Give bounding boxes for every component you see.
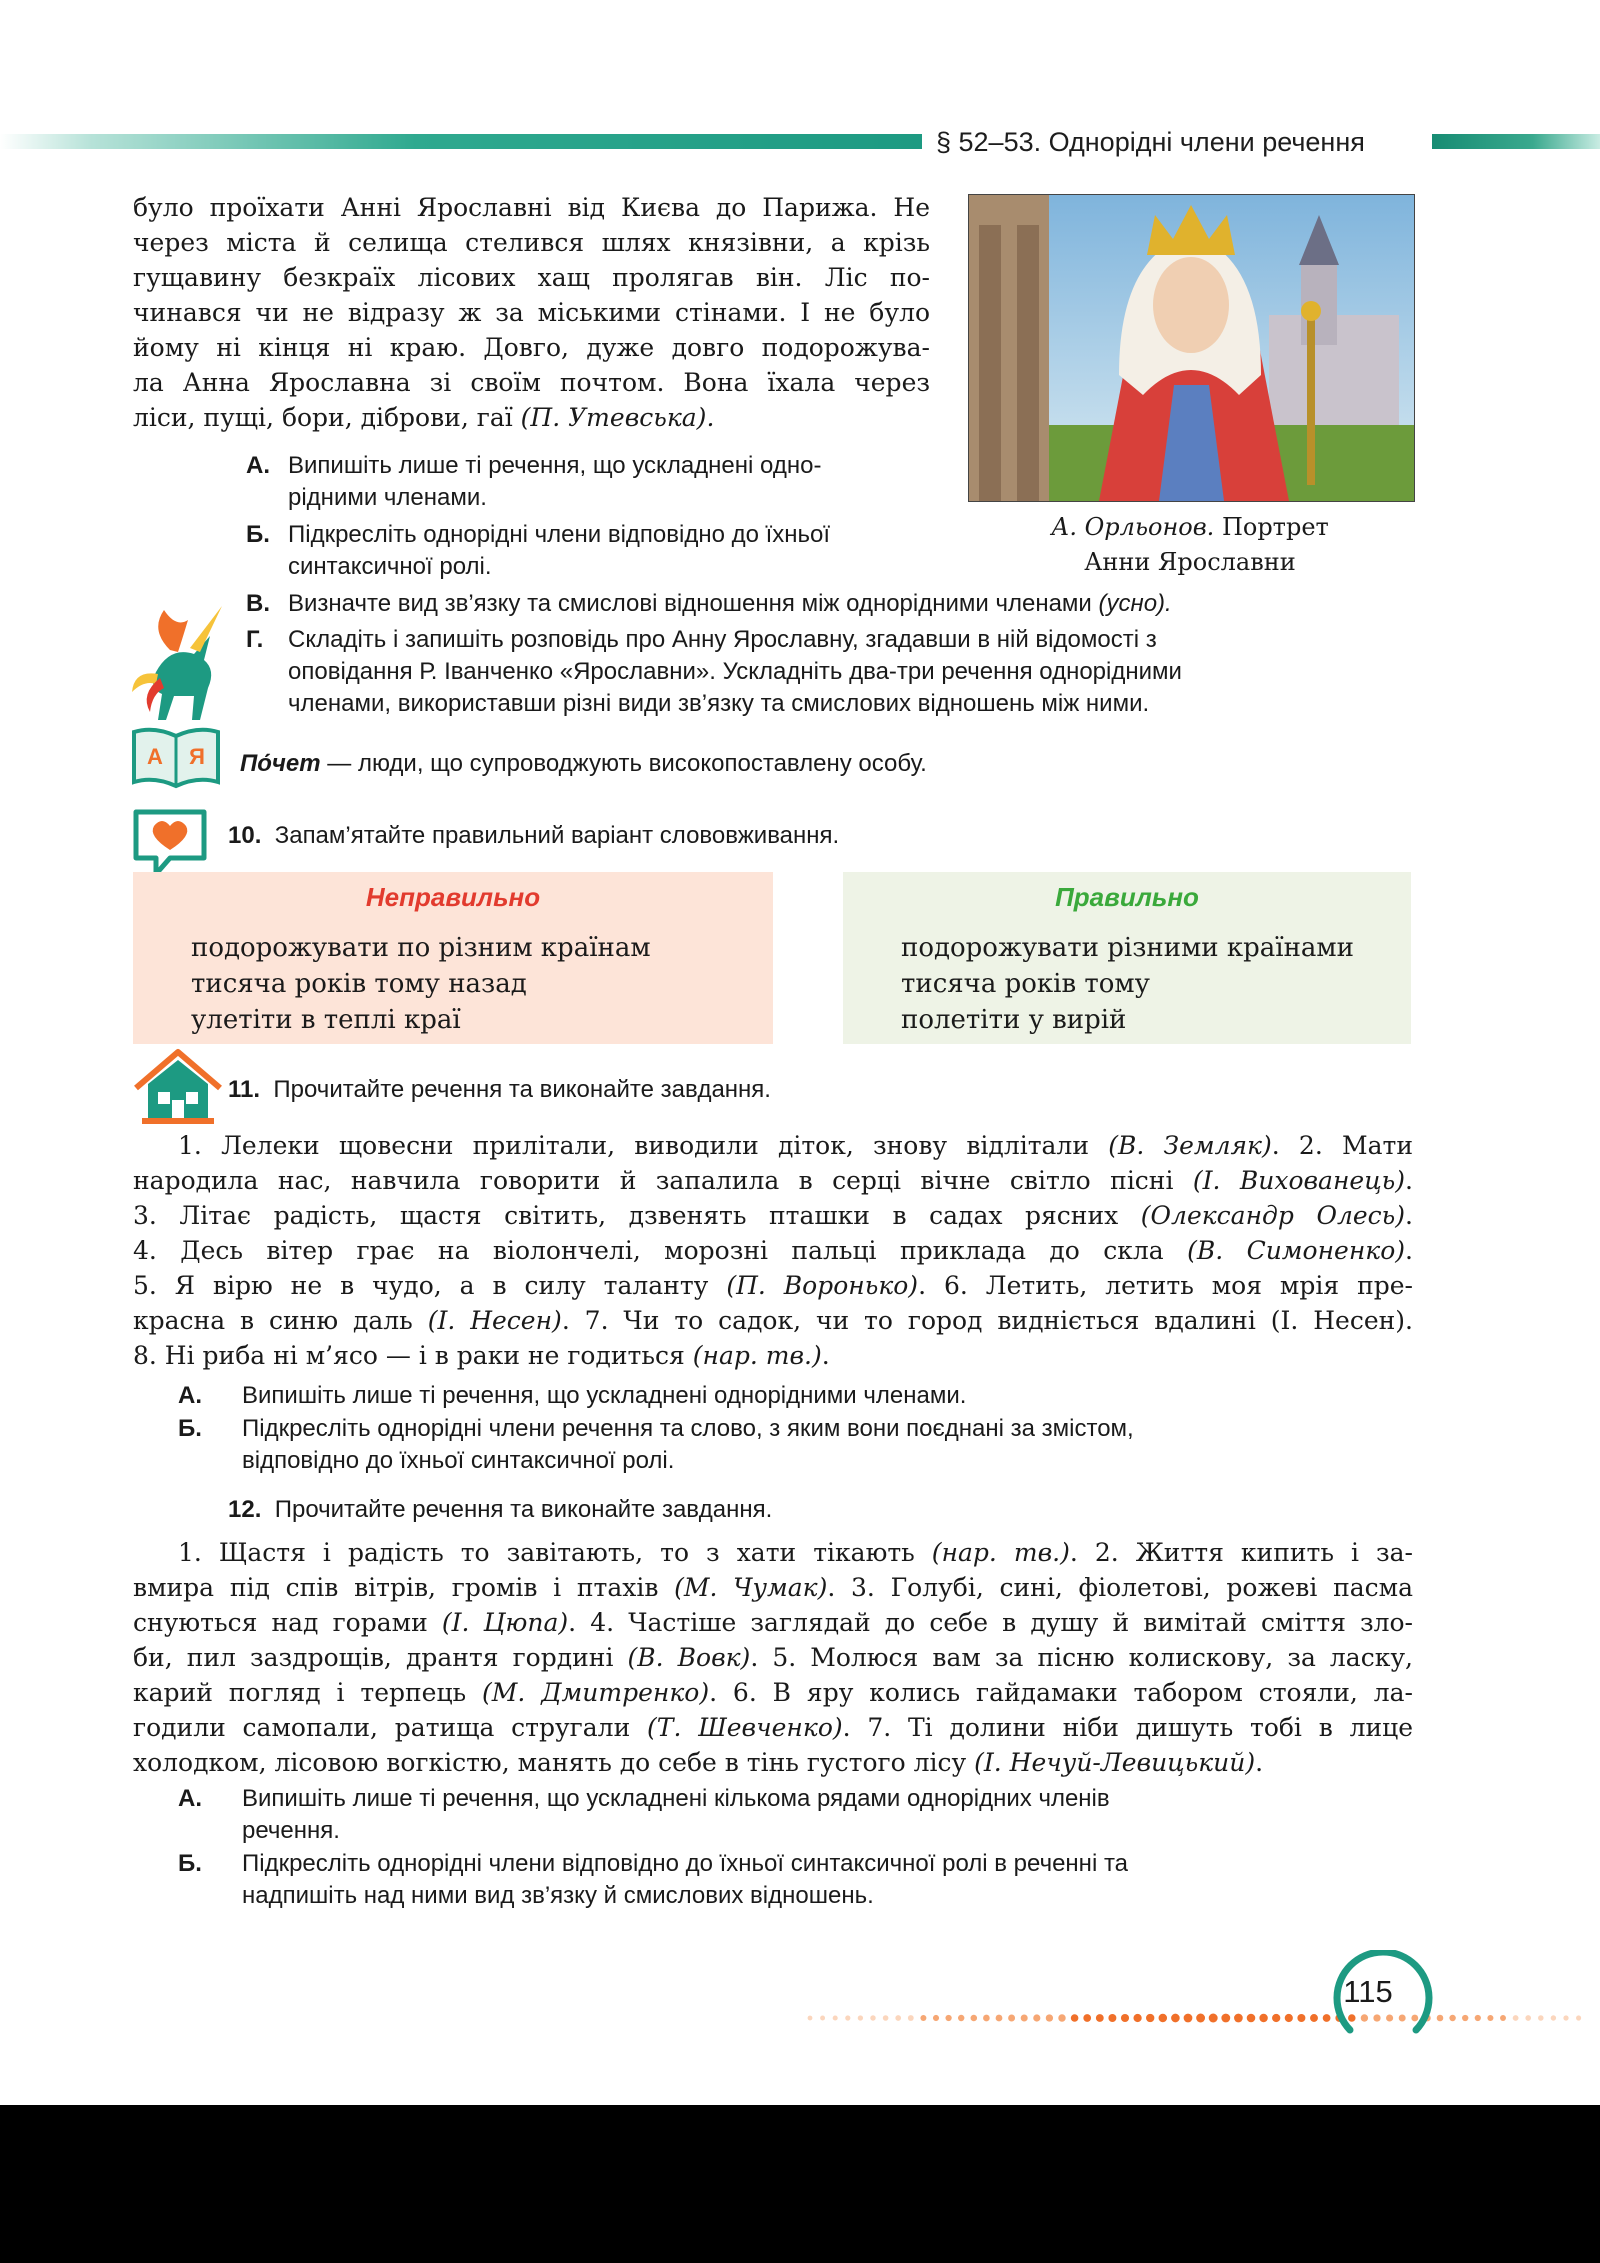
footer-dot (1083, 2014, 1091, 2022)
footer-dot (1221, 2014, 1230, 2023)
caption-author (1051, 513, 1329, 541)
footer-dot (895, 2015, 901, 2021)
footer-dot (845, 2015, 850, 2020)
task-line: синтаксичної ролі. (288, 553, 492, 580)
sentence-text: 1. Лелеки щовесни прилітали, виводили діток, знову відлітали (178, 1131, 1109, 1160)
footer-dot (1487, 2015, 1493, 2021)
footer-dot (1247, 2014, 1256, 2023)
heart-speech-bubble-icon (130, 806, 210, 878)
footer-dot (1071, 2014, 1079, 2022)
sentence-text: 5. Я вірю не в чудо, а в силу таланту (133, 1271, 727, 1300)
source-attribution: (І. Вихованець) (1192, 1166, 1406, 1195)
footer-dot (996, 2015, 1003, 2022)
footer-dot (1525, 2015, 1531, 2021)
exercise-text: Прочитайте речення та виконайте завдання. (273, 1076, 771, 1103)
footer-dot (1184, 2014, 1193, 2023)
sentence-text: . 2. Життя кипить і за- (1069, 1538, 1413, 1567)
sentence-text: 4. Десь вітер грає на віолончелі, морозні пальці приклада до скла (133, 1236, 1188, 1265)
footer-decoration (790, 1950, 1600, 2050)
sentence-text: 1. Щастя і радість то завітають, то з хати тікають (178, 1538, 932, 1567)
footer-dot (1033, 2014, 1040, 2021)
footer-dot (1348, 2014, 1356, 2022)
correct-item: полетіти у вирій (901, 1005, 1127, 1035)
footer-dot (1563, 2015, 1568, 2020)
intro-text: ліси, пущі, бори, діброви, гаї (133, 403, 521, 432)
intro-line: через міста й селища стелився шлях князівни, а крізь (133, 228, 930, 257)
sentence-text: . 6. В яру колись гайдамаки табором стояли, ла- (709, 1678, 1413, 1707)
footer-dot (808, 2016, 813, 2021)
footer-dot (1234, 2014, 1243, 2023)
sentence-text: снуються над горами (133, 1608, 442, 1637)
task-text (288, 450, 821, 514)
intro-line: йому ні кінця ні краю. Довго, дуже довго подорожува- (133, 333, 930, 362)
painting-author: А. Орльонов. (1051, 513, 1215, 541)
sentence-text: . (1255, 1748, 1264, 1777)
task-letter: А. (178, 1785, 202, 1812)
exercise-12-sentences (133, 1535, 1413, 1780)
sentence-line (133, 1163, 1413, 1198)
footer-dot (1096, 2014, 1104, 2022)
task-line: Підкресліть однорідні члени відповідно до їхньої (288, 521, 831, 548)
sentence-text: . 6. Летить, летить моя мрія пре- (918, 1271, 1413, 1300)
incorrect-item: тисяча років тому назад (191, 969, 527, 999)
portrait-illustration (969, 195, 1414, 501)
sentence-line (133, 1268, 1413, 1303)
sentence-line (133, 1303, 1413, 1338)
footer-dot (1046, 2014, 1053, 2021)
footer-dot (1310, 2014, 1318, 2022)
source-attribution: (П. Утевська). (520, 403, 715, 432)
header-band-right (1432, 134, 1600, 149)
source-attribution: (В. Вовк) (627, 1643, 751, 1672)
task-line: Випишіть лише ті речення, що ускладнені одно- (288, 452, 822, 479)
footer-dot (945, 2015, 951, 2021)
exercise-10-heading (228, 820, 1128, 852)
task-text (288, 588, 1172, 620)
task-letter: А. (178, 1382, 202, 1409)
intro-line: гущавину безкраїх лісових хащ пролягав він. Ліс по- (133, 263, 930, 292)
footer-dot (920, 2015, 926, 2021)
source-attribution: (Олександр Олесь) (1140, 1201, 1406, 1230)
correct-heading: Правильно (1055, 882, 1199, 912)
source-attribution: (І. Цюпа) (441, 1608, 569, 1637)
task-line: речення. (242, 1817, 340, 1844)
sentence-text: карий погляд і терпець (133, 1678, 483, 1707)
sentence-text: вмира під спів вітрів, громів і птахів (133, 1573, 675, 1602)
task-line: рідними членами. (288, 484, 487, 511)
incorrect-heading: Неправильно (365, 882, 541, 912)
task-letter: А. (246, 452, 270, 479)
footer-dot (1411, 2015, 1418, 2022)
footer-dot (1538, 2015, 1544, 2021)
icon-letter-ya: Я (189, 744, 205, 769)
task-text: Випишіть лише ті речення, що ускладнені однорідними членами. (242, 1382, 967, 1409)
header-band-left (0, 134, 922, 149)
task-item (246, 624, 1426, 720)
footer-dot (1576, 2015, 1581, 2020)
footer-dots (808, 2014, 1582, 2023)
source-attribution: (І. Несен) (427, 1306, 562, 1335)
exercise-11-heading (228, 1074, 1128, 1106)
exercise-12-heading (228, 1494, 1128, 1526)
footer-dot (1058, 2014, 1065, 2021)
sentence-text: 3. Літає радість, щастя світить, дзвенять пташки в садах рясних (133, 1201, 1141, 1230)
task-text (242, 1783, 1110, 1847)
task-line: оповідання Р. Іванченко «Ярославни». Ускладніть два-три речення однорідними (288, 658, 1182, 685)
caption-title: Портрет (1214, 513, 1329, 541)
icon-letter-a: А (147, 744, 163, 769)
painting-caption (1010, 510, 1370, 580)
correct-item: подорожувати різними країнами (901, 933, 1354, 963)
task-text (288, 519, 830, 583)
task-line: відповідно до їхньої синтаксичної ролі. (242, 1447, 675, 1474)
dictionary-book-icon (130, 722, 222, 790)
sentence-text: . 7. Ті долини ніби дишуть тобі в лице (842, 1713, 1413, 1742)
footer-dot (1008, 2015, 1015, 2022)
intro-line: чинався чи не відразу ж за міськими стінами. І не було (133, 298, 930, 327)
incorrect-item: подорожувати по різним країнам (191, 933, 651, 963)
footer-dot (1449, 2015, 1455, 2021)
footer-dot (971, 2015, 978, 2022)
task-letter: Б. (178, 1415, 202, 1442)
sentence-text: 8. Ні риба ні м’ясо — і в раки не годиться (133, 1341, 693, 1370)
sentence-text: народила нас, навчила говорити й запалила в серці вічне світло пісні (133, 1166, 1193, 1195)
correct-list (901, 930, 1354, 1038)
sentence-text: годили самопали, ратища стругали (133, 1713, 648, 1742)
intro-line: було проїхати Анні Ярославні від Києва до Парижа. Не (133, 193, 930, 222)
footer-dot (1373, 2014, 1380, 2021)
sentence-text: . 2. Мати (1271, 1131, 1413, 1160)
sentence-text: . 3. Голубі, сині, фіолетові, рожеві пасма (827, 1573, 1413, 1602)
sentence-line (133, 1640, 1413, 1675)
task-line: Підкресліть однорідні члени відповідно до їхньої синтаксичної ролі в реченні та (242, 1850, 1129, 1877)
footer-dot (1159, 2014, 1168, 2023)
task-note: (усно). (1098, 590, 1172, 617)
footer-dot (1196, 2014, 1205, 2023)
task-letter: В. (246, 590, 270, 617)
footer-dot (1462, 2015, 1468, 2021)
vocab-word: По́чет (240, 750, 321, 777)
footer-dot (1021, 2014, 1028, 2021)
task-line: Складіть і запишіть розповідь про Анну Ярославну, згадавши в ній відомості з (288, 626, 1157, 653)
sentence-line (133, 1535, 1413, 1570)
exercise-number: 11. (228, 1076, 261, 1103)
footer-dot (1259, 2014, 1267, 2022)
footer-dot (908, 2015, 914, 2021)
unicorn-icon (130, 600, 238, 724)
task-item (246, 450, 946, 514)
task-item (178, 1380, 1378, 1412)
footer-dot (1297, 2014, 1305, 2022)
source-attribution: (нар. тв.) (931, 1538, 1070, 1567)
footer-dot (1551, 2015, 1556, 2020)
footer-dot (1513, 2015, 1519, 2021)
correct-item: тисяча років тому (901, 969, 1150, 999)
sentence-line (133, 1710, 1413, 1745)
task-item (246, 588, 1426, 620)
task-line: надпишіть над ними вид зв’язку й смислових відношень. (242, 1882, 874, 1909)
sentence-line (133, 1675, 1413, 1710)
footer-dot (1108, 2014, 1116, 2022)
source-attribution: (М. Дмитренко) (482, 1678, 710, 1707)
incorrect-usage-box (133, 872, 773, 1044)
sentence-line (133, 1570, 1413, 1605)
intro-line: ла Анна Ярославна зі своїм почтом. Вона їхала через (133, 368, 930, 397)
footer-dot (983, 2015, 990, 2022)
task-line: членами, використавши різні види зв’язку та смислових відношень між ними. (288, 690, 1150, 717)
sentence-text: . (1405, 1166, 1413, 1195)
task-item (178, 1783, 1378, 1847)
source-attribution: (Т. Шевченко) (647, 1713, 843, 1742)
footer-dot (1323, 2014, 1331, 2022)
sentence-text: холодком, лісовою вогкістю, манять до себе в тінь густого лісу (133, 1748, 975, 1777)
task-item (178, 1413, 1378, 1477)
footer-dot (958, 2015, 964, 2021)
task-line: Визначте вид зв’язку та смислові відношення між однорідними членами (288, 590, 1099, 617)
sentence-text: . 5. Молюся вам за пісню колискову, за ласку, (750, 1643, 1413, 1672)
source-attribution: (М. Чумак) (674, 1573, 828, 1602)
footer-dot (1361, 2014, 1368, 2021)
task-text (242, 1413, 1134, 1477)
section-title: § 52–53. Однорідні члени речення (936, 127, 1365, 157)
vocab-definition (240, 748, 1340, 780)
footer-dot (1209, 2014, 1218, 2023)
exercise-number: 10. (228, 822, 262, 849)
task-item (178, 1848, 1378, 1912)
task-text (242, 1848, 1128, 1912)
footer-dot (1399, 2015, 1406, 2022)
source-attribution: (нар. тв.) (692, 1341, 822, 1370)
sentence-text: . 4. Частіше заглядай до себе в душу й вимітай сміття зло- (568, 1608, 1414, 1637)
footer-dot (1121, 2014, 1129, 2022)
source-attribution: (П. Воронько) (726, 1271, 919, 1300)
intro-paragraph (133, 190, 930, 435)
sentence-line (133, 1233, 1413, 1268)
source-attribution: (В. Симоненко) (1187, 1236, 1406, 1265)
footer-dot (1386, 2014, 1393, 2021)
task-line: Випишіть лише ті речення, що ускладнені кількома рядами однорідних членів (242, 1785, 1110, 1812)
footer-dot (1437, 2015, 1444, 2022)
footer-dot (1171, 2014, 1180, 2023)
footer-dot (820, 2016, 825, 2021)
intro-line (133, 400, 930, 435)
exercise-11-sentences (133, 1128, 1413, 1373)
sentence-line (133, 1605, 1413, 1640)
exercise-number: 12. (228, 1496, 262, 1523)
exercise-text: Запам’ятайте правильний варіант слововживання. (274, 822, 840, 849)
home-task-icon (132, 1048, 224, 1126)
footer-dot (1133, 2014, 1141, 2022)
footer-dot (933, 2015, 939, 2021)
footer-dot (883, 2015, 889, 2021)
correct-usage-box (843, 872, 1411, 1044)
footer-dot (1475, 2015, 1481, 2021)
sentence-line (133, 1128, 1413, 1163)
task-letter: Г. (246, 626, 264, 653)
footer-dot (1500, 2015, 1506, 2021)
exercise-text: Прочитайте речення та виконайте завдання. (274, 1496, 773, 1523)
sentence-line (133, 1198, 1413, 1233)
page-number: 115 (1343, 1974, 1393, 2009)
source-attribution: (В. Земляк) (1108, 1131, 1272, 1160)
footer-dot (870, 2015, 875, 2020)
sentence-text: . (821, 1341, 830, 1370)
task-item (246, 519, 946, 583)
task-text (288, 624, 1182, 720)
vocab-text: — люди, що супроводжують високопоставлену особу. (320, 750, 927, 777)
footer-dot (1285, 2014, 1293, 2022)
incorrect-item: улетіти в теплі краї (191, 1005, 461, 1035)
portrait-painting (968, 194, 1415, 502)
sentence-line (133, 1745, 1413, 1780)
footer-dot (1146, 2014, 1154, 2022)
footer-dot (833, 2015, 838, 2020)
task-letter: Б. (178, 1850, 202, 1877)
task-letter: Б. (246, 521, 270, 548)
footer-dot (858, 2015, 863, 2020)
source-attribution: (І. Нечуй-Левицький) (974, 1748, 1256, 1777)
sentence-text: . 7. Чи то садок, чи то город видніється вдалині (І. Несен). (561, 1306, 1413, 1335)
footer-dot (1272, 2014, 1280, 2022)
sentence-line (133, 1338, 1413, 1373)
task-line: Підкресліть однорідні члени речення та слово, з яким вони поєднані за змістом, (242, 1415, 1134, 1442)
sentence-text: красна в синю даль (133, 1306, 428, 1335)
sentence-text: би, пил заздрощів, дрантя гордині (133, 1643, 628, 1672)
sentence-text: . (1405, 1201, 1413, 1230)
sentence-text: . (1405, 1236, 1413, 1265)
incorrect-list (191, 930, 651, 1038)
caption-title-line2: Анни Ярославни (1084, 548, 1296, 576)
